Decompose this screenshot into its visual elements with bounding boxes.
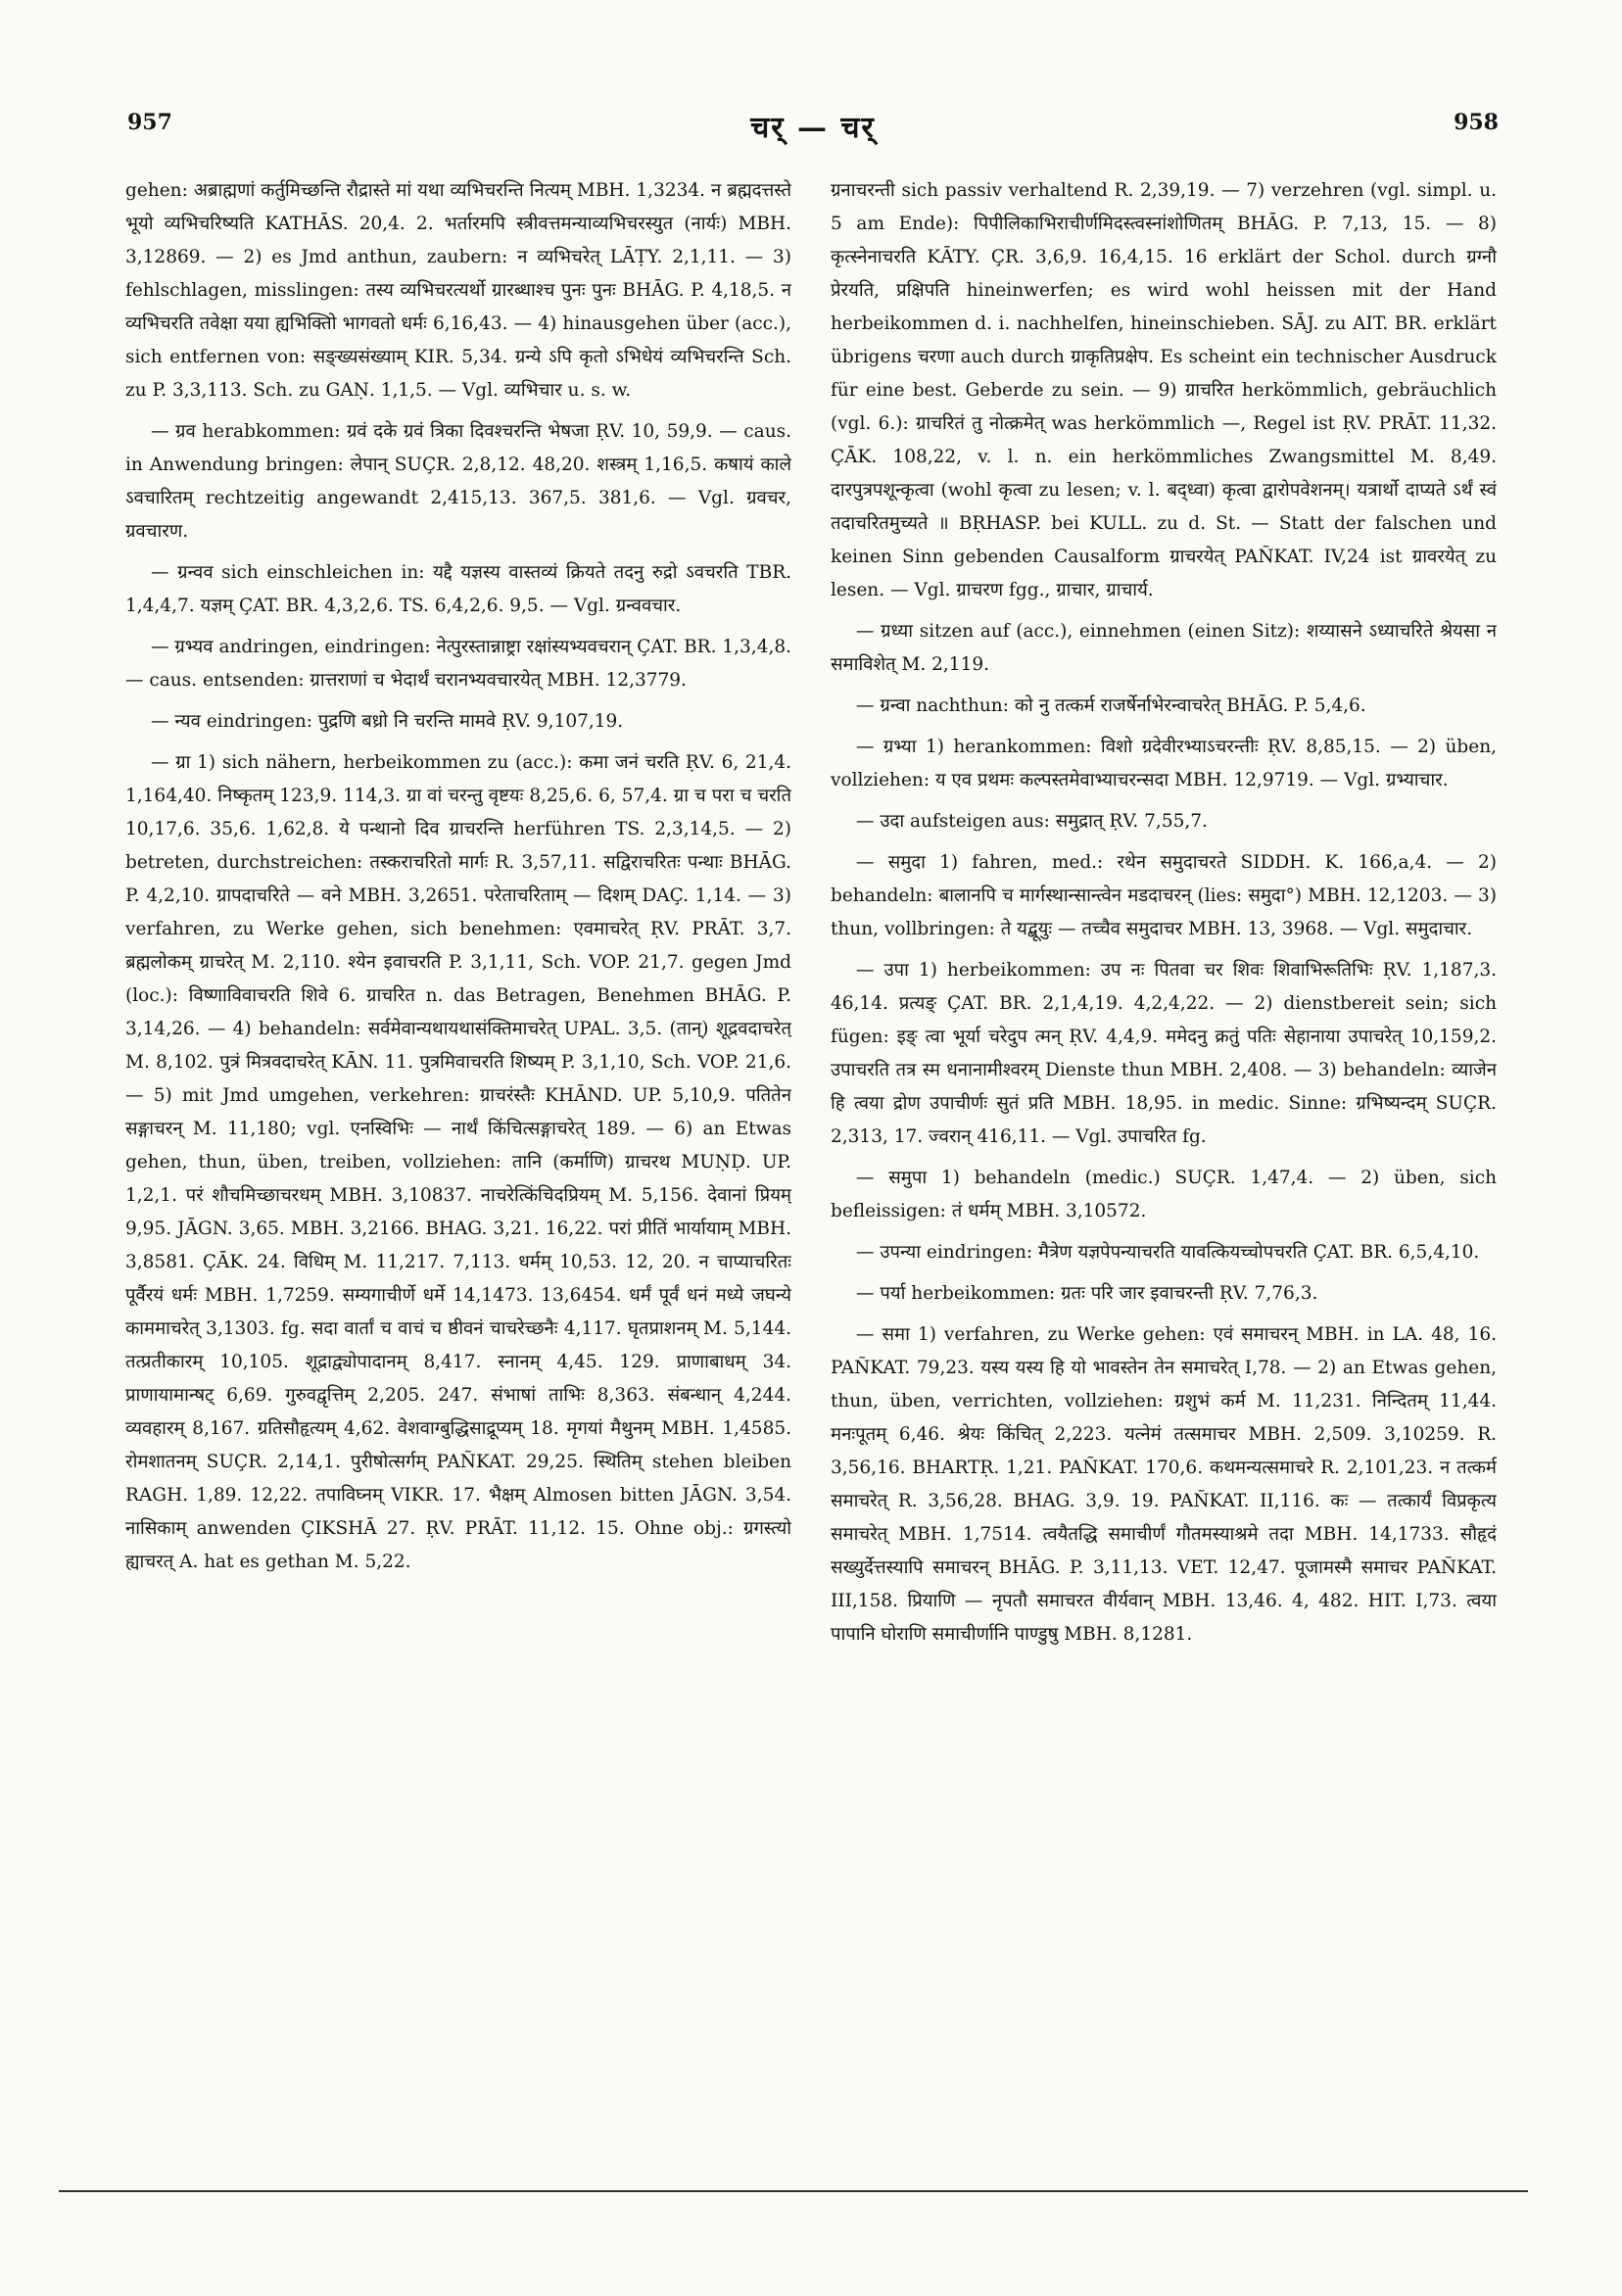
entry-paragraph: — समुपा 1) behandeln (medic.) SUÇR. 1,47,4. — 2) üben, sich befleissigen: तं धर्मम् MBH. 3,10572. [831, 1168, 1497, 1221]
entry-paragraph: gehen: अब्राह्मणां कर्तुमिच्छन्ति रौद्रास्ते मां यथा व्यभिचरन्ति नित्यम् MBH. 1,3234. न ब्रह्मदत्तस्ते भूयो व्यभिचरिष्यति KATHĀS. 20,4. 2. भर्तारमपि स्त्रीवत्तमन्याव्यभिचरस्युत (नार्यः) MBH. 3,12869. — 2) es Jmd anthun, zaubern: न व्यभिचरेत् LĀṬY. 2,1,11. — 3) fehlschlagen, misslingen: तस्य व्यभिचरत्यर्थो ग्रारब्धाश्च पुनः पुनः BHĀG. P. 4,18,5. न व्यभिचरति तवेक्षा यया ह्यभिक्तिो भागवतो धर्मः 6,16,43. — 4) hinausgehen über (acc.), sich entfernen von: सङ्ख्यसंख्याम् KIR. 5,34. ग्रन्ये ऽपि कृतो ऽभिधेयं व्यभिचरन्ति Sch. zu P. 3,3,113. Sch. zu GAṆ. 1,1,5. — Vgl. व्यभिचार u. s. w. [125, 180, 791, 401]
entry-paragraph: — न्यव eindringen: पुद्रणि बध्रो नि चरन्ति मामवे ṚV. 9,107,19. [151, 711, 624, 732]
entry-paragraph: — उदा aufsteigen aus: समुद्रात् ṚV. 7,55,7. [856, 811, 1208, 832]
entry-paragraph: — उपन्या eindringen: मैत्रेण यज्ञपेपन्याचरति यावत्कियच्चोपचरति ÇAT. BR. 6,5,4,10. [856, 1242, 1480, 1263]
running-headword: चर् — चर् [750, 111, 876, 145]
entry-paragraph: — ग्रव herabkommen: ग्रवं दके ग्रवं त्रिका दिवश्चरन्ति भेषजा ṚV. 10, 59,9. — caus. in Anwendung bringen: लेपान् SUÇR. 2,8,12. 48,20. शस्त्रम् 1,16,5. कषायं काले ऽवचारितम् rechtzeitig angewandt 2,415,13. 367,5. 381,6. — Vgl. ग्रवचर, ग्रवचारण. [125, 421, 791, 542]
entry-paragraph: ग्रनाचरन्ती sich passiv verhaltend R. 2,39,19. — 7) verzehren (vgl. simpl. u. 5 am Ende): पिपीलिकाभिराचीर्णमिदस्त्वस्नांशोणितम् BHĀG. P. 7,13, 15. — 8) कृत्स्नेनाचरति KĀTY. ÇR. 3,6,9. 16,4,15. 16 erklärt der Schol. durch ग्रग्नौ प्रेरयति, प्रक्षिपति hineinwerfen; es wird wohl heissen mit der Hand herbeikommen d. i. nachhelfen, hineinschieben. SĀJ. zu AIT. BR. erklärt übrigens चरणा auch durch ग्राकृतिप्रक्षेप. Es scheint ein technischer Ausdruck für eine best. Geberde zu sein. — 9) ग्राचरित herkömmlich, gebräuchlich (vgl. 6.): ग्राचरितं तु नोत्क्रमेत् was herkömmlich —, Regel ist ṚV. PRĀT. 11,32. ÇĀK. 108,22, v. l. n. ein herkömmliches Zwangsmittel M. 8,49. दारपुत्रपशून्कृत्वा (wohl कृत्वा zu lesen; v. l. बद्ध्वा) कृत्वा द्वारोपवेशनम्। यत्रार्थो दाप्यते ऽर्थं स्वं तदाचरितमुच्यते ॥ BṚHASP. bei KULL. zu d. St. — Statt der falschen und keinen Sinn gebenden Causalform ग्राचरयेत् PAÑKAT. IV,24 ist ग्रावरयेत् zu lesen. — Vgl. ग्राचरण fgg., ग्राचार, ग्राचार्य. [831, 180, 1497, 600]
entry-paragraph: — समुदा 1) fahren, med.: रथेन समुदाचरते SIDDH. K. 166,a,4. — 2) behandeln: बालानपि च मार्गस्थान्सान्त्वेन मडदाचरन् (lies: समुदा°) MBH. 12,1203. — 3) thun, vollbringen: ते यद्बूयुः — तच्चैव समुदाचर MBH. 13, 3968. — Vgl. समुदाचार. [831, 852, 1497, 939]
left-column [125, 174, 791, 2045]
entry-paragraph: — ग्रभ्या 1) herankommen: विशो ग्रदेवीरभ्याऽचरन्तीः ṚV. 8,85,15. — 2) üben, vollziehen: य एव प्रथमः कल्पस्तमेवाभ्याचरन्सदा MBH. 12,9719. — Vgl. ग्रभ्याचार. [831, 737, 1497, 790]
entry-paragraph: — उपा 1) herbeikommen: उप नः पितवा चर शिवः शिवाभिरूतिभिः ṚV. 1,187,3. 46,14. प्रत्यङ् ÇAT. BR. 2,1,4,19. 4,2,4,22. — 2) dienstbereit sein; sich fügen: इङ् त्वा भूर्या चरेदुप त्मन् ṚV. 4,4,9. ममेदनु क्रतुं पतिः सेहानाया उपाचरेत् 10,159,2. उपाचरति तत्र स्म धनानामीश्वरम् Dienste thun MBH. 2,408. — 3) behandeln: व्याजेन हि त्वया द्रोण उपाचीर्णः सुतं प्रति MBH. 18,95. in medic. Sinne: ग्रभिष्यन्दम् SUÇR. 2,313, 17. ज्वरान् 416,11. — Vgl. उपाचरित fg. [831, 960, 1497, 1147]
entry-paragraph: — पर्या herbeikommen: ग्रतः परि जार इवाचरन्ती ṚV. 7,76,3. [856, 1283, 1318, 1304]
entry-paragraph: — ग्रन्वा nachthun: को नु तत्कर्म राजर्षेर्नाभेरन्वाचरेत् BHĀG. P. 5,4,6. [856, 695, 1366, 716]
entry-paragraph: — ग्रन्वव sich einschleichen in: यद्दै यज्ञस्य वास्तव्यं क्रियते तदनु रुद्रो ऽवचरति TBR. 1,4,4,7. यज्ञम् ÇAT. BR. 4,3,2,6. TS. 6,4,2,6. 9,5. — Vgl. ग्रन्ववचार. [125, 562, 791, 616]
entry-paragraph: — ग्रभ्यव andringen, eindringen: नेत्पुरस्तान्नाष्ट्रा रक्षांस्यभ्यवचरान् ÇAT. BR. 1,3,4,8. — caus. entsenden: ग्रात्तराणां च भेदार्थं चरानभ्यवचारयेत् MBH. 12,3779. [125, 637, 791, 691]
entry-paragraph: — ग्रा 1) sich nähern, herbeikommen zu (acc.): कमा जनं चरति ṚV. 6, 21,4. 1,164,40. निष्कृतम् 123,9. 114,3. ग्रा वां चरन्तु वृष्टयः 8,25,6. 6, 57,4. ग्रा च परा च चरति 10,17,6. 35,6. 1,62,8. ये पन्थानो दिव ग्राचरन्ति herführen TS. 2,3,14,5. — 2) betreten, durchstreichen: तस्कराचरितो मार्गः R. 3,57,11. सद्विराचरितः पन्थाः BHĀG. P. 4,2,10. ग्रापदाचरिते — वने MBH. 3,2651. परेताचरिताम् — दिशम् DAÇ. 1,14. — 3) verfahren, zu Werke gehen, sich benehmen: एवमाचरेत् ṚV. PRĀT. 3,7. ब्रह्मलोकम् ग्राचरेत् M. 2,110. श्येन इवाचरति P. 3,1,11, Sch. VOP. 21,7. gegen Jmd (loc.): विष्णाविवाचरति शिवे 6. ग्राचरित n. das Betragen, Benehmen BHĀG. P. 3,14,26. — 4) behandeln: सर्वमेवान्यथायथासंक्तिमाचरेत् UPAL. 3,5. (तान्) शूद्रवदाचरेत् M. 8,102. पुत्रं मित्रवदाचरेत् KĀN. 11. पुत्रमिवाचरति शिष्यम् P. 3,1,10, Sch. VOP. 21,6. — 5) mit Jmd umgehen, verkehren: ग्राचरंस्तैः KHĀND. UP. 5,10,9. पतितेन सङ्गाचरन् M. 11,180; vgl. एनस्विभिः — नार्थं किंचित्सङ्गाचरेत् 189. — 6) an Etwas gehen, thun, üben, treiben, vollziehen: तानि (कर्माणि) ग्राचरथ MUṆḌ. UP. 1,2,1. परं शौचमिच्छाचरधम् MBH. 3,10837. नाचरेत्किंचिदप्रियम् M. 5,156. देवानां प्रियम् 9,95. JĀGN. 3,65. MBH. 3,2166. BHAG. 3,21. 16,22. परां प्रीतिं भार्यायाम् MBH. 3,8581. ÇĀK. 24. विधिम् M. 11,217. 7,113. धर्मम् 10,53. 12, 20. न चाप्याचरितः पूर्वैरयं धर्मः MBH. 1,7259. सम्यगाचीर्णे धर्मे 14,1473. 13,6454. धर्मं पूर्वं धनं मध्ये जघन्ये काममाचरेत् 3,1303. fg. सदा वार्तां च वाचं च ष्ठीवनं चाचरेच्छनैः 4,117. घृतप्राशनम् M. 5,144. तत्प्रतीकारम् 10,105. शूद्राद्व्योपादानम् 8,417. स्नानम् 4,45. 129. प्राणाबाधम् 34. प्राणायामान्षट् 6,69. गुरुवद्वृत्तिम् 2,205. 247. संभाषां ताभिः 8,363. संबन्धान् 4,244. व्यवहारम् 8,167. ग्रतिसौहृत्यम् 4,62. वेशवाग्बुद्धिसाद्रूप्यम् 18. मृगयां मैथुनम् MBH. 1,4585. रोमशातनम् SUÇR. 2,14,1. पुरीषोत्सर्गम् PAÑKAT. 29,25. स्थितिम् stehen bleiben RAGH. 1,89. 12,22. तपाविघ्नम् VIKR. 17. भैक्षम् Almosen bitten JĀGN. 3,54. नासिकाम् anwenden ÇIKSHĀ 27. ṚV. PRĀT. 11,12. 15. Ohne obj.: ग्रगस्त्यो ह्याचरत् A. hat es gethan M. 5,22. [125, 752, 791, 1572]
right-column [831, 174, 1497, 2045]
right-page-number: 958 [1454, 110, 1499, 135]
entry-paragraph: — समा 1) verfahren, zu Werke gehen: एवं समाचरन् MBH. in LA. 48, 16. PAÑKAT. 79,23. यस्य यस्य हि यो भावस्तेन तेन समाचरेत् I,78. — 2) an Etwas gehen, thun, üben, verrichten, vollziehen: ग्रशुभं कर्म M. 11,231. निन्दितम् 11,44. मनःपूतम् 6,46. श्रेयः किंचित् 2,223. यत्नेमं तत्समाचर MBH. 2,509. 3,10259. R. 3,56,16. BHARTṚ. 1,21. PAÑKAT. 170,6. कथमन्यत्समाचरे R. 2,101,23. न तत्कर्म समाचरेत् R. 3,56,28. BHAG. 3,9. 19. PAÑKAT. II,116. कः — तत्कार्यं विप्रकृत्य समाचरेत् MBH. 1,7514. त्वयैतद्धि समाचीर्णं गौतमस्याश्रमे तदा MBH. 14,1733. सौहृदं सख्युर्देत्तस्यापि समाचरन् BHĀG. P. 3,11,13. VET. 12,47. पूजामस्मै समाचर PAÑKAT. III,158. प्रियाणि — नृपतौ समाचरत वीर्यवान् MBH. 13,46. 4, 482. HIT. I,73. त्वया पापानि घोराणि समाचीर्णानि पाण्डुषु MBH. 8,1281. [831, 1324, 1497, 1645]
page-header [127, 106, 1499, 155]
bottom-rule [59, 2190, 1528, 2192]
entry-paragraph: — ग्रध्या sitzen auf (acc.), einnehmen (einen Sitz): शय्यासने ऽध्याचरिते श्रेयसा न समाविशेत् M. 2,119. [831, 621, 1497, 675]
left-page-number: 957 [127, 110, 172, 135]
